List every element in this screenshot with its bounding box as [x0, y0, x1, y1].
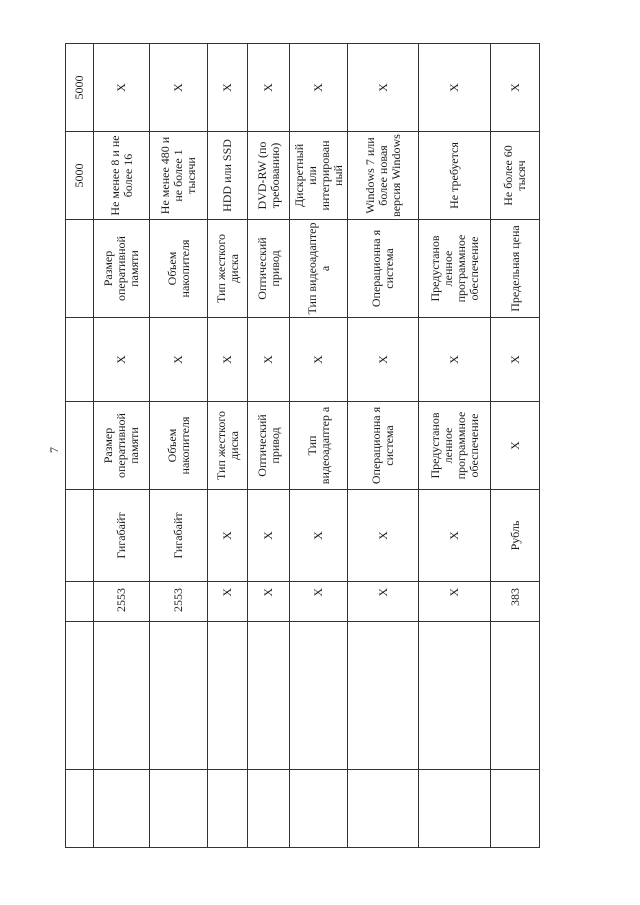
table-cell-unit: Гигабайт [94, 490, 150, 582]
table-cell-characteristic-name: Предустанов ленное программное обеспечение [419, 220, 491, 318]
table-cell-characteristic-name: Размер оперативной памяти [94, 220, 150, 318]
table-cell-characteristic-value: Не менее 480 и не более 1 тысячи [150, 132, 208, 220]
table-cell-blank-a [491, 770, 540, 848]
header-cell-marker [66, 318, 94, 402]
table-cell-blank-a [248, 770, 290, 848]
table-cell-unit: Гигабайт [150, 490, 208, 582]
table-cell-characteristic-name: Операционна я система [348, 220, 419, 318]
table-cell-characteristic: Х [491, 402, 540, 490]
table-row [94, 44, 150, 848]
table-cell-characteristic: Предустанов ленное программное обеспечение [419, 402, 491, 490]
table-cell-marker: Х [419, 318, 491, 402]
table-row [66, 44, 94, 848]
table-cell-characteristic-value: Дискретный или интегрирован ный [290, 132, 348, 220]
table-cell-code: Х [208, 582, 248, 622]
table-cell-characteristic-name: Тип жесткого диска [208, 220, 248, 318]
table-row [150, 44, 208, 848]
table-cell-characteristic: Тип жесткого диска [208, 402, 248, 490]
table-cell-characteristic: Оптический привод [248, 402, 290, 490]
table-cell-characteristic-name: Предельная цена [491, 220, 540, 318]
table-cell-marker: Х [94, 318, 150, 402]
header-cell-code [66, 582, 94, 622]
table-cell-blank-b [348, 622, 419, 770]
table-cell-marker: Х [248, 318, 290, 402]
table-cell-code: 2553 [94, 582, 150, 622]
table-cell-blank-b [208, 622, 248, 770]
table-cell-mark: Х [150, 44, 208, 132]
table-cell-blank-a [348, 770, 419, 848]
table-cell-blank-b [94, 622, 150, 770]
table-cell-mark: Х [208, 44, 248, 132]
table-cell-marker: Х [150, 318, 208, 402]
table-cell-characteristic-value: Windows 7 или более новая версия Windows [348, 132, 419, 220]
table-row [348, 44, 419, 848]
table-row [208, 44, 248, 848]
table-cell-characteristic: Объем накопителя [150, 402, 208, 490]
table-cell-blank-b [150, 622, 208, 770]
table-cell-unit: Х [208, 490, 248, 582]
table-cell-mark: Х [248, 44, 290, 132]
table-cell-mark: Х [290, 44, 348, 132]
table-cell-code: 383 [491, 582, 540, 622]
table-cell-marker: Х [348, 318, 419, 402]
table-cell-characteristic-value: DVD-RW (по требованию) [248, 132, 290, 220]
table-cell-blank-a [150, 770, 208, 848]
table-cell-code: Х [419, 582, 491, 622]
table-cell-marker: Х [290, 318, 348, 402]
header-cell-characteristic-value: 5000 [66, 132, 94, 220]
table-cell-mark: Х [419, 44, 491, 132]
table-cell-mark: Х [491, 44, 540, 132]
table-cell-blank-a [419, 770, 491, 848]
table-cell-unit: Рубль [491, 490, 540, 582]
table-cell-blank-a [208, 770, 248, 848]
header-cell-blank-b [66, 622, 94, 770]
table-cell-unit: Х [348, 490, 419, 582]
table-cell-mark: Х [348, 44, 419, 132]
table-cell-blank-a [290, 770, 348, 848]
table-cell-unit: Х [248, 490, 290, 582]
header-cell-characteristic-name [66, 220, 94, 318]
page-number: 7 [47, 447, 61, 453]
table-cell-unit: Х [290, 490, 348, 582]
table-row [491, 44, 540, 848]
table-cell-characteristic: Операционна я система [348, 402, 419, 490]
table-cell-characteristic: Размер оперативной памяти [94, 402, 150, 490]
header-cell-characteristic [66, 402, 94, 490]
table-cell-characteristic-name: Оптический привод [248, 220, 290, 318]
table-cell-blank-a [94, 770, 150, 848]
table-cell-code: Х [290, 582, 348, 622]
table-cell-marker: Х [208, 318, 248, 402]
table-cell-code: 2553 [150, 582, 208, 622]
header-cell-mark: 5000 [66, 44, 94, 132]
table-cell-code: Х [248, 582, 290, 622]
header-cell-unit [66, 490, 94, 582]
table-cell-marker: Х [491, 318, 540, 402]
table-row [248, 44, 290, 848]
rotated-table-wrapper [65, 44, 539, 848]
header-cell-blank-a [66, 770, 94, 848]
table-row [290, 44, 348, 848]
table-cell-characteristic-name: Тип видеоадаптер а [290, 220, 348, 318]
table-cell-blank-b [419, 622, 491, 770]
table-cell-characteristic: Тип видеоадаптер а [290, 402, 348, 490]
table-cell-code: Х [348, 582, 419, 622]
table-cell-characteristic-value: HDD или SSD [208, 132, 248, 220]
specification-table [65, 43, 540, 848]
table-cell-blank-b [491, 622, 540, 770]
table-row [419, 44, 491, 848]
table-cell-characteristic-name: Объем накопителя [150, 220, 208, 318]
table-cell-mark: Х [94, 44, 150, 132]
table-cell-characteristic-value: Не более 60 тысяч [491, 132, 540, 220]
table-cell-unit: Х [419, 490, 491, 582]
table-cell-characteristic-value: Не менее 8 и не более 16 [94, 132, 150, 220]
table-cell-blank-b [248, 622, 290, 770]
table-cell-characteristic-value: Не требуется [419, 132, 491, 220]
table-cell-blank-b [290, 622, 348, 770]
